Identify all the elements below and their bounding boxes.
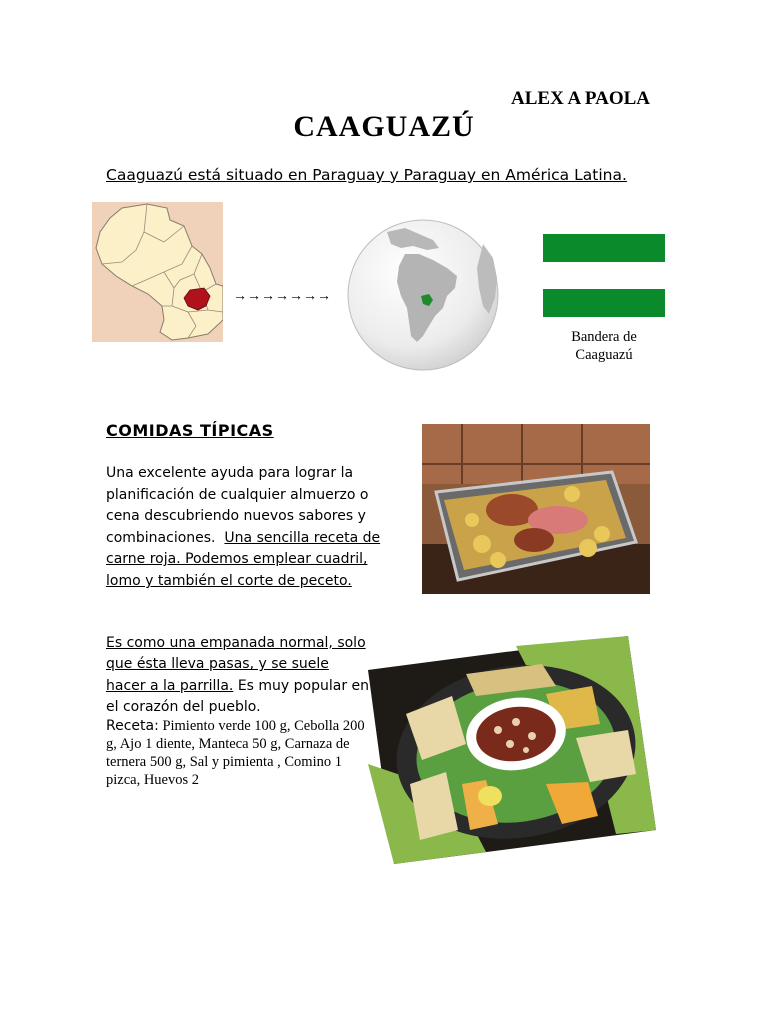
location-line: Caaguazú está situado en Paraguay y Paraguay en América Latina. bbox=[106, 166, 627, 184]
para2-underlined: Es como una empanada normal, solo que ésta lleva pasas, y se suele hacer a la parrilla. bbox=[106, 635, 366, 694]
food-paragraph-1 bbox=[106, 463, 406, 593]
page-title: CAAGUAZÚ bbox=[293, 110, 475, 143]
arrows: →→→→→→→ bbox=[233, 289, 331, 304]
flag-stripe-bottom bbox=[543, 289, 665, 317]
flag bbox=[543, 234, 665, 318]
flag-stripe-top bbox=[543, 234, 665, 262]
foods-heading: COMIDAS TÍPICAS bbox=[106, 421, 274, 440]
flag-caption-line2: Caaguazú bbox=[575, 347, 633, 363]
roast-photo bbox=[422, 424, 650, 594]
globe-map bbox=[347, 218, 500, 372]
recipe-label: Receta: bbox=[106, 718, 159, 734]
food-paragraph-2 bbox=[106, 633, 370, 718]
para2-plain: Es muy popular en el corazón del pueblo. bbox=[106, 677, 370, 715]
paraguay-map bbox=[92, 202, 223, 342]
recipe bbox=[106, 717, 368, 789]
para1-plain: Una excelente ayuda para lograr la planificación de cualquier almuerzo o cena descubriendo nuevos sabores y combinaciones. bbox=[106, 465, 369, 546]
authors: ALEX A PAOLA bbox=[511, 88, 651, 109]
flag-caption-line1: Bandera de bbox=[571, 329, 637, 345]
recipe-text: Pimiento verde 100 g, Cebolla 200 g, Ajo 1 diente, Manteca 50 g, Carnaza de ternera 500 g, Sal y pimienta , Comino 1 pizca, Huevos 2 bbox=[106, 718, 365, 788]
flag-caption bbox=[552, 328, 656, 364]
para1-underlined: Una sencilla receta de carne roja. Podemos emplear cuadril, lomo y también el corte de peceto. bbox=[106, 529, 381, 589]
empanada-photo bbox=[366, 634, 658, 866]
